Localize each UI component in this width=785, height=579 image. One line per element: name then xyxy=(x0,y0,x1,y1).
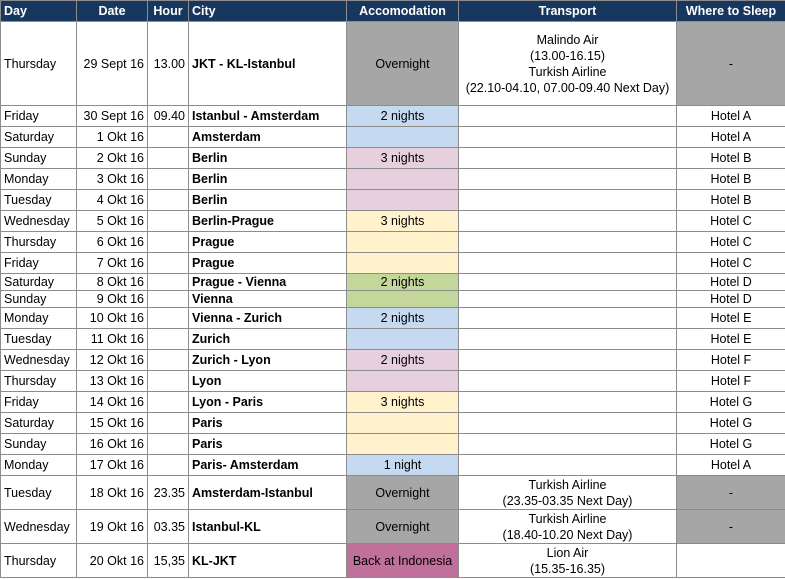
transport-line: (23.35-03.35 Next Day) xyxy=(502,493,633,508)
cell-day[interactable]: Monday xyxy=(1,455,77,476)
cell-city[interactable]: Lyon - Paris xyxy=(189,392,347,413)
table-row xyxy=(1,510,785,544)
cell-date[interactable]: 5 Okt 16 xyxy=(77,211,148,232)
cell-where-to-sleep[interactable]: Hotel F xyxy=(677,350,785,371)
cell-date[interactable]: 17 Okt 16 xyxy=(77,455,148,476)
cell-day[interactable]: Friday xyxy=(1,106,77,127)
cell-date[interactable]: 29 Sept 16 xyxy=(77,22,148,106)
cell-accommodation[interactable] xyxy=(347,190,459,211)
cell-hour[interactable]: 03.35 xyxy=(148,510,189,544)
cell-accommodation[interactable]: 2 nights xyxy=(347,274,459,291)
cell-hour[interactable]: 13.00 xyxy=(148,22,189,106)
cell-where-to-sleep[interactable]: Hotel E xyxy=(677,329,785,350)
cell-where-to-sleep[interactable]: Hotel C xyxy=(677,253,785,274)
cell-day[interactable]: Thursday xyxy=(1,371,77,392)
cell-city[interactable]: Prague xyxy=(189,253,347,274)
transport-line: Turkish Airline xyxy=(528,64,607,79)
cell-day[interactable]: Sunday xyxy=(1,434,77,455)
cell-accommodation[interactable]: Overnight xyxy=(347,510,459,544)
cell-day[interactable]: Thursday xyxy=(1,232,77,253)
table-row xyxy=(1,232,785,253)
cell-where-to-sleep[interactable]: Hotel D xyxy=(677,291,785,308)
table-row xyxy=(1,544,785,578)
table-row xyxy=(1,413,785,434)
cell-date[interactable]: 10 Okt 16 xyxy=(77,308,148,329)
cell-date[interactable]: 8 Okt 16 xyxy=(77,274,148,291)
cell-transport[interactable] xyxy=(459,291,677,308)
cell-city[interactable]: KL-JKT xyxy=(189,544,347,578)
transport-line: (18.40-10.20 Next Day) xyxy=(502,527,633,542)
cell-date[interactable]: 14 Okt 16 xyxy=(77,392,148,413)
cell-transport[interactable] xyxy=(459,274,677,291)
cell-transport[interactable] xyxy=(459,169,677,190)
cell-hour[interactable] xyxy=(148,127,189,148)
cell-where-to-sleep[interactable]: Hotel F xyxy=(677,371,785,392)
cell-day[interactable]: Sunday xyxy=(1,148,77,169)
cell-city[interactable]: Vienna - Zurich xyxy=(189,308,347,329)
cell-hour[interactable]: 09.40 xyxy=(148,106,189,127)
cell-hour[interactable] xyxy=(148,329,189,350)
cell-hour[interactable] xyxy=(148,148,189,169)
cell-day[interactable]: Saturday xyxy=(1,274,77,291)
cell-date[interactable]: 16 Okt 16 xyxy=(77,434,148,455)
header-accommodation[interactable]: Accomodation xyxy=(347,1,459,22)
cell-transport[interactable] xyxy=(459,22,677,106)
cell-accommodation[interactable] xyxy=(347,371,459,392)
cell-city[interactable]: Berlin xyxy=(189,190,347,211)
cell-day[interactable]: Monday xyxy=(1,169,77,190)
cell-transport[interactable] xyxy=(459,434,677,455)
cell-city[interactable]: Berlin-Prague xyxy=(189,211,347,232)
cell-accommodation[interactable]: Overnight xyxy=(347,22,459,106)
cell-where-to-sleep[interactable]: Hotel G xyxy=(677,392,785,413)
cell-transport[interactable] xyxy=(459,232,677,253)
table-row xyxy=(1,434,785,455)
cell-accommodation[interactable]: Overnight xyxy=(347,476,459,510)
cell-where-to-sleep[interactable]: - xyxy=(677,22,785,106)
cell-date[interactable]: 9 Okt 16 xyxy=(77,291,148,308)
table-row xyxy=(1,291,785,308)
cell-accommodation[interactable]: 1 night xyxy=(347,455,459,476)
cell-date[interactable]: 12 Okt 16 xyxy=(77,350,148,371)
cell-transport[interactable] xyxy=(459,211,677,232)
cell-hour[interactable] xyxy=(148,190,189,211)
transport-line: Turkish Airline xyxy=(528,477,607,492)
cell-transport[interactable] xyxy=(459,350,677,371)
cell-hour[interactable] xyxy=(148,350,189,371)
cell-where-to-sleep[interactable]: Hotel E xyxy=(677,308,785,329)
cell-city[interactable]: Amsterdam xyxy=(189,127,347,148)
header-day[interactable]: Day xyxy=(1,1,77,22)
table-row xyxy=(1,106,785,127)
table-row xyxy=(1,371,785,392)
cell-city[interactable]: Zurich - Lyon xyxy=(189,350,347,371)
cell-day[interactable]: Thursday xyxy=(1,544,77,578)
cell-hour[interactable] xyxy=(148,434,189,455)
cell-transport[interactable] xyxy=(459,106,677,127)
transport-line: Turkish Airline xyxy=(528,511,607,526)
cell-date[interactable]: 13 Okt 16 xyxy=(77,371,148,392)
cell-where-to-sleep[interactable]: Hotel A xyxy=(677,455,785,476)
cell-accommodation[interactable]: 2 nights xyxy=(347,308,459,329)
header-transport[interactable]: Transport xyxy=(459,1,677,22)
transport-line: Malindo Air xyxy=(536,32,599,47)
cell-accommodation[interactable] xyxy=(347,434,459,455)
cell-city[interactable]: Prague - Vienna xyxy=(189,274,347,291)
cell-accommodation[interactable]: 3 nights xyxy=(347,211,459,232)
cell-date[interactable]: 30 Sept 16 xyxy=(77,106,148,127)
transport-line: (15.35-16.35) xyxy=(529,561,606,576)
cell-date[interactable]: 19 Okt 16 xyxy=(77,510,148,544)
cell-day[interactable]: Tuesday xyxy=(1,329,77,350)
cell-transport[interactable] xyxy=(459,127,677,148)
cell-hour[interactable]: 23.35 xyxy=(148,476,189,510)
cell-accommodation[interactable] xyxy=(347,329,459,350)
cell-transport[interactable] xyxy=(459,544,677,578)
cell-date[interactable]: 3 Okt 16 xyxy=(77,169,148,190)
cell-where-to-sleep[interactable]: Hotel B xyxy=(677,169,785,190)
cell-city[interactable]: Paris xyxy=(189,434,347,455)
cell-hour[interactable] xyxy=(148,455,189,476)
cell-date[interactable]: 1 Okt 16 xyxy=(77,127,148,148)
cell-transport[interactable] xyxy=(459,253,677,274)
cell-city[interactable]: Paris xyxy=(189,413,347,434)
cell-where-to-sleep[interactable]: Hotel G xyxy=(677,413,785,434)
cell-city[interactable]: Amsterdam-Istanbul xyxy=(189,476,347,510)
cell-hour[interactable] xyxy=(148,274,189,291)
cell-hour[interactable] xyxy=(148,308,189,329)
cell-day[interactable]: Tuesday xyxy=(1,476,77,510)
cell-transport[interactable] xyxy=(459,476,677,510)
table-row xyxy=(1,148,785,169)
cell-day[interactable]: Thursday xyxy=(1,22,77,106)
cell-accommodation[interactable] xyxy=(347,413,459,434)
cell-day[interactable]: Wednesday xyxy=(1,510,77,544)
cell-where-to-sleep[interactable] xyxy=(677,544,785,578)
cell-date[interactable]: 6 Okt 16 xyxy=(77,232,148,253)
table-row xyxy=(1,190,785,211)
cell-hour[interactable]: 15,35 xyxy=(148,544,189,578)
table-row xyxy=(1,329,785,350)
cell-hour[interactable] xyxy=(148,291,189,308)
cell-city[interactable]: Vienna xyxy=(189,291,347,308)
cell-hour[interactable] xyxy=(148,413,189,434)
cell-where-to-sleep[interactable]: Hotel D xyxy=(677,274,785,291)
cell-where-to-sleep[interactable]: Hotel A xyxy=(677,127,785,148)
cell-day[interactable]: Wednesday xyxy=(1,350,77,371)
table-row xyxy=(1,476,785,510)
cell-accommodation[interactable]: 3 nights xyxy=(347,392,459,413)
cell-where-to-sleep[interactable]: Hotel B xyxy=(677,190,785,211)
cell-transport[interactable] xyxy=(459,413,677,434)
cell-city[interactable]: Zurich xyxy=(189,329,347,350)
transport-line: (13.00-16.15) xyxy=(529,48,606,63)
table-row xyxy=(1,127,785,148)
header-row xyxy=(1,1,785,22)
cell-hour[interactable] xyxy=(148,211,189,232)
cell-day[interactable]: Saturday xyxy=(1,127,77,148)
cell-day[interactable]: Monday xyxy=(1,308,77,329)
cell-accommodation[interactable] xyxy=(347,232,459,253)
cell-city[interactable]: Berlin xyxy=(189,148,347,169)
cell-day[interactable]: Sunday xyxy=(1,291,77,308)
cell-day[interactable]: Friday xyxy=(1,253,77,274)
cell-hour[interactable] xyxy=(148,169,189,190)
cell-transport[interactable] xyxy=(459,371,677,392)
cell-date[interactable]: 7 Okt 16 xyxy=(77,253,148,274)
table-row xyxy=(1,392,785,413)
cell-transport[interactable] xyxy=(459,455,677,476)
cell-transport[interactable] xyxy=(459,329,677,350)
table-row xyxy=(1,350,785,371)
cell-transport[interactable] xyxy=(459,392,677,413)
cell-transport[interactable] xyxy=(459,308,677,329)
cell-city[interactable]: Prague xyxy=(189,232,347,253)
cell-day[interactable]: Saturday xyxy=(1,413,77,434)
cell-accommodation[interactable]: 3 nights xyxy=(347,148,459,169)
cell-city[interactable]: Istanbul - Amsterdam xyxy=(189,106,347,127)
cell-accommodation[interactable] xyxy=(347,291,459,308)
cell-hour[interactable] xyxy=(148,253,189,274)
cell-date[interactable]: 2 Okt 16 xyxy=(77,148,148,169)
transport-line: (22.10-04.10, 07.00-09.40 Next Day) xyxy=(465,80,670,95)
table-row xyxy=(1,169,785,190)
cell-day[interactable]: Tuesday xyxy=(1,190,77,211)
cell-city[interactable]: Berlin xyxy=(189,169,347,190)
header-date[interactable]: Date xyxy=(77,1,148,22)
table-row xyxy=(1,211,785,232)
cell-hour[interactable] xyxy=(148,371,189,392)
cell-hour[interactable] xyxy=(148,232,189,253)
cell-accommodation[interactable] xyxy=(347,253,459,274)
header-hour[interactable]: Hour xyxy=(148,1,189,22)
cell-date[interactable]: 4 Okt 16 xyxy=(77,190,148,211)
cell-accommodation[interactable] xyxy=(347,169,459,190)
table-row xyxy=(1,455,785,476)
table-row xyxy=(1,253,785,274)
cell-city[interactable]: Lyon xyxy=(189,371,347,392)
cell-where-to-sleep[interactable]: Hotel C xyxy=(677,232,785,253)
cell-where-to-sleep[interactable]: Hotel G xyxy=(677,434,785,455)
header-where-to-sleep[interactable]: Where to Sleep xyxy=(677,1,785,22)
cell-city[interactable]: JKT - KL-Istanbul xyxy=(189,22,347,106)
cell-accommodation[interactable]: 2 nights xyxy=(347,350,459,371)
cell-date[interactable]: 20 Okt 16 xyxy=(77,544,148,578)
cell-transport[interactable] xyxy=(459,510,677,544)
cell-where-to-sleep[interactable]: - xyxy=(677,510,785,544)
cell-accommodation[interactable] xyxy=(347,127,459,148)
transport-line: Lion Air xyxy=(546,545,589,560)
cell-where-to-sleep[interactable]: Hotel C xyxy=(677,211,785,232)
cell-accommodation[interactable]: Back at Indonesia xyxy=(347,544,459,578)
cell-day[interactable]: Friday xyxy=(1,392,77,413)
cell-date[interactable]: 15 Okt 16 xyxy=(77,413,148,434)
cell-transport[interactable] xyxy=(459,190,677,211)
cell-day[interactable]: Wednesday xyxy=(1,211,77,232)
table-row xyxy=(1,308,785,329)
cell-date[interactable]: 11 Okt 16 xyxy=(77,329,148,350)
cell-transport[interactable] xyxy=(459,148,677,169)
table-row xyxy=(1,274,785,291)
cell-where-to-sleep[interactable]: Hotel A xyxy=(677,106,785,127)
table-row xyxy=(1,22,785,106)
cell-where-to-sleep[interactable]: - xyxy=(677,476,785,510)
cell-city[interactable]: Istanbul-KL xyxy=(189,510,347,544)
cell-city[interactable]: Paris- Amsterdam xyxy=(189,455,347,476)
cell-where-to-sleep[interactable]: Hotel B xyxy=(677,148,785,169)
header-city[interactable]: City xyxy=(189,1,347,22)
cell-hour[interactable] xyxy=(148,392,189,413)
cell-date[interactable]: 18 Okt 16 xyxy=(77,476,148,510)
cell-accommodation[interactable]: 2 nights xyxy=(347,106,459,127)
